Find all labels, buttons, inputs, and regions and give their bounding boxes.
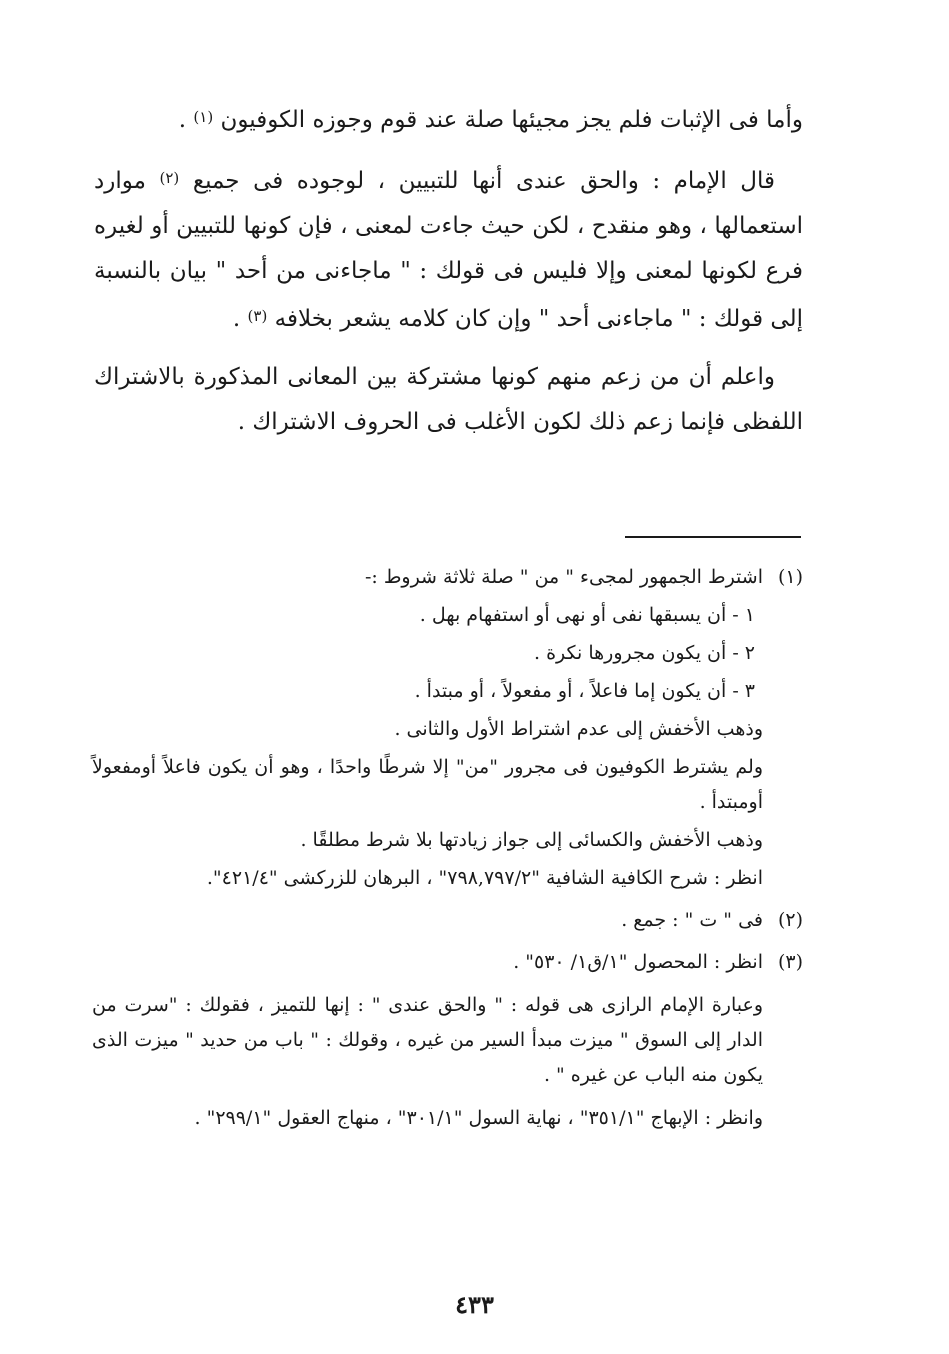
footnote-body bbox=[92, 903, 763, 941]
footnote-1 bbox=[92, 560, 803, 899]
footnote-separator bbox=[625, 536, 801, 538]
page-number: ٤٣٣ bbox=[455, 1290, 494, 1319]
footnote-ref-2[interactable]: (٢) bbox=[159, 169, 180, 187]
footnote-line: وذهب الأخفش إلى عدم اشتراط الأول والثانى . bbox=[394, 718, 763, 740]
footnote-line: اشترط الجمهور لمجىء " من " صلة ثلاثة شروط :- bbox=[364, 566, 763, 588]
footnotes bbox=[92, 560, 803, 1143]
footnote-2 bbox=[92, 903, 803, 941]
footnote-line: ولم يشترط الكوفيون فى مجرور "من" إلا شرطًا واحدًا ، وهو أن يكون فاعلاً أومفعولاً أومبتدأ . bbox=[92, 756, 763, 813]
footnote-line: وذهب الأخفش والكسائى إلى جواز زيادتها بلا شرط مطلقًا . bbox=[300, 829, 763, 851]
footnote-body bbox=[92, 945, 763, 1139]
footnote-ref-3[interactable]: (٣) bbox=[247, 307, 268, 325]
footnote-line: فى " ت " : جمع . bbox=[621, 909, 763, 931]
footnote-ref-1[interactable]: (١) bbox=[193, 108, 214, 126]
footnote-body bbox=[92, 560, 763, 899]
paragraph-3: واعلم أن من زعم منهم كونها مشتركة بين المعانى المذكورة بالاشتراك اللفظى فإنما زعم ذلك لكون الأغلب فى الحروف الاشتراك . bbox=[94, 364, 803, 435]
footnote-line: وعبارة الإمام الرازى هى قوله : " والحق عندى " : إنها للتميز ، فقولك : "سرت من الدار إلى السوق " ميزت مبدأ السير من غيره ، وقولك : " باب من حديد " ميزت الذى يكون منه الباب عن غيره " . bbox=[92, 994, 763, 1086]
footnote-number: (١) bbox=[777, 566, 803, 588]
footnote-number: (٣) bbox=[777, 951, 803, 973]
paragraph-1: وأما فى الإثبات فلم يجز مجيئها صلة عند قوم وجوزه الكوفيون $^{(١)}$ . bbox=[178, 107, 803, 133]
footnote-line: انظر : شرح الكافية الشافية "٧٩٨,٧٩٧/٢" ، البرهان للزركشى "٤٢١/٤". bbox=[206, 867, 763, 889]
footnote-line: انظر : المحصول "١/ق١/ ٥٣٠" . bbox=[513, 951, 763, 973]
footnote-line: ١ - أن يسبقها نفى أو نهى أو استفهام بهل . bbox=[419, 604, 755, 626]
footnote-line: ٣ - أن يكون إما فاعلاً ، أو مفعولاً ، أو مبتدأ . bbox=[414, 680, 755, 702]
paragraph-2: قال الإمام : والحق عندى أنها للتبيين ، لوجوده فى جميع $^{(٢)}$ موارد استعمالها ، وهو منقدح ، لكن حيث جاءت لمعنى ، فإن كونها للتبيين أو لغيره فرع لكونها لمعنى وإلا فليس فى قولك : " ماجاءنى من أحد " بيان بالنسبة إلى قولك : " ماجاءنى أحد " وإن كان كلامه يشعر بخلافه $^{(٣)}$ . bbox=[94, 168, 803, 332]
footnote-number: (٢) bbox=[777, 909, 803, 931]
footnote-line: وانظر : الإبهاج "٣٥١/١" ، نهاية السول "٣٠١/١" ، منهاج العقول "٢٩٩/١" . bbox=[194, 1107, 763, 1129]
footnote-line: ٢ - أن يكون مجرورها نكرة . bbox=[534, 642, 755, 664]
main-text bbox=[94, 95, 803, 458]
footnote-3 bbox=[92, 945, 803, 1139]
